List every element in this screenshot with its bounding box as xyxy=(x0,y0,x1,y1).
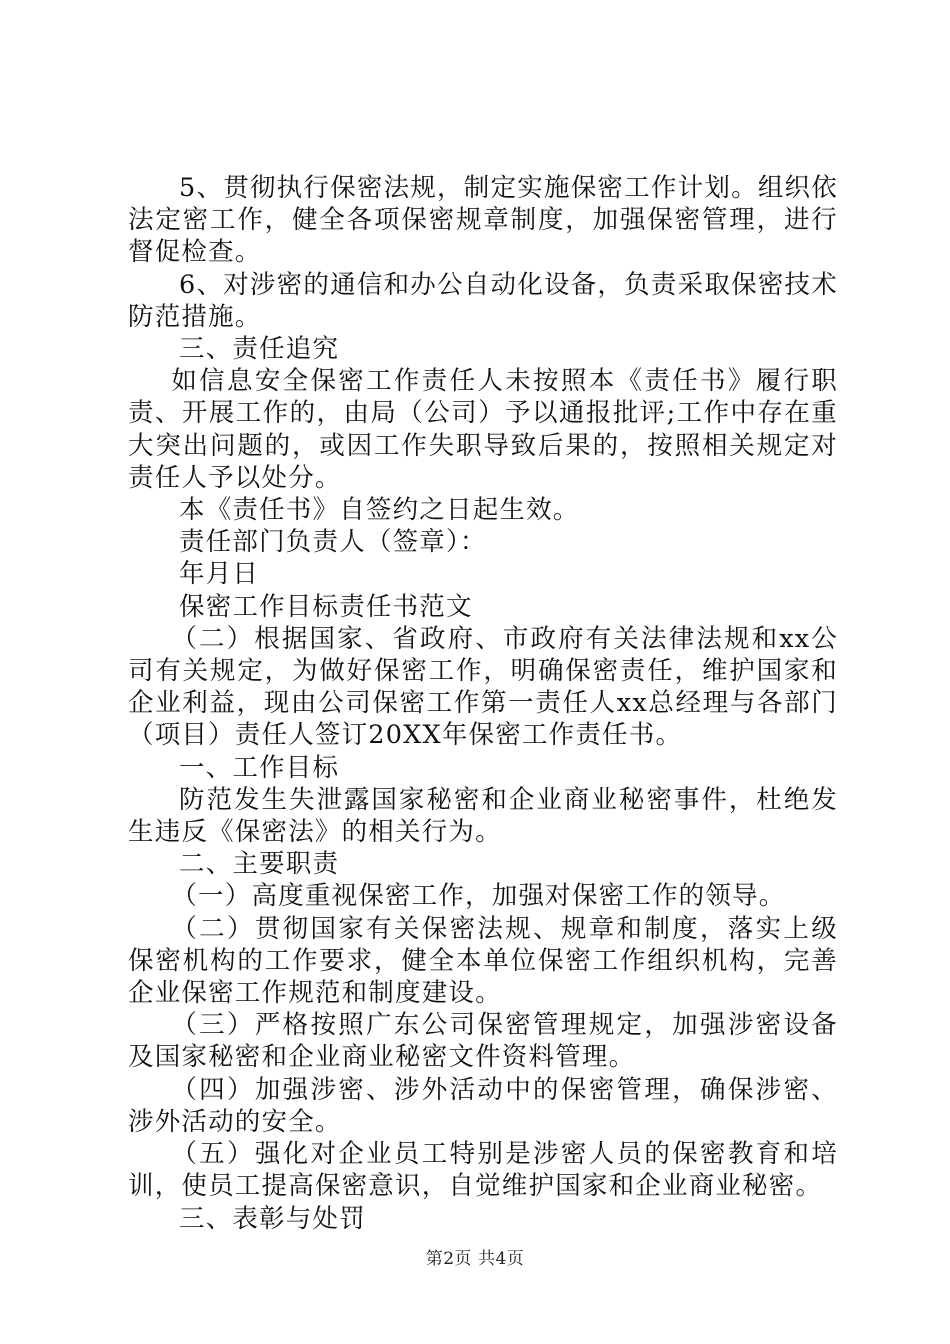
paragraph-accountability: 如信息安全保密工作责任人未按照本《责任书》履行职责、开展工作的，由局（公司）予以通报批评;工作中存在重大突出问题的，或因工作失职导致后果的，按照相关规定对责任人予以处分。 xyxy=(128,366,838,493)
duty-item-1: （一）高度重视保密工作，加强对保密工作的领导。 xyxy=(171,881,786,912)
signature-line: 责任部门负责人（签章）： xyxy=(179,527,487,558)
duty-item-3: （三）严格按照广东公司保密管理规定，加强涉密设备及国家秘密和企业商业秘密文件资料管理。 xyxy=(128,1010,838,1073)
date-line: 年月日 xyxy=(179,559,260,590)
duty-item-4: （四）加强涉密、涉外活动中的保密管理，确保涉密、涉外活动的安全。 xyxy=(128,1074,838,1137)
paragraph-effective-date: 本《责任书》自签约之日起生效。 xyxy=(179,495,580,526)
page-footer xyxy=(0,1244,950,1269)
document-subtitle: 保密工作目标责任书范文 xyxy=(179,591,473,622)
duty-item-5: （五）强化对企业员工特别是涉密人员的保密教育和培训，使员工提高保密意识，自觉维护国家和企业商业秘密。 xyxy=(128,1139,838,1202)
section-heading-rewards: 三、表彰与处罚 xyxy=(179,1203,366,1234)
paragraph-preamble: （二）根据国家、省政府、市政府有关法律法规和xx公司有关规定，为做好保密工作，明确保密责任，维护国家和企业利益，现由公司保密工作第一责任人xx总经理与各部门（项目）责任人签订20XX年保密工作责任书。 xyxy=(128,623,838,751)
paragraph-item-5: 5、贯彻执行保密法规，制定实施保密工作计划。组织依法定密工作，健全各项保密规章制度，加强保密管理，进行督促检查。 xyxy=(128,173,838,268)
duty-item-2: （二）贯彻国家有关保密法规、规章和制度，落实上级保密机构的工作要求，健全本单位保密工作组织机构，完善企业保密工作规范和制度建设。 xyxy=(128,913,838,1009)
section-heading-accountability: 三、责任追究 xyxy=(179,334,340,365)
page-number: 第2页 共4页 xyxy=(425,1249,525,1269)
document-body xyxy=(128,172,838,1235)
paragraph-goals: 防范发生失泄露国家秘密和企业商业秘密事件，杜绝发生违反《保密法》的相关行为。 xyxy=(128,784,838,848)
section-heading-duties: 二、主要职责 xyxy=(179,849,340,880)
section-heading-goals: 一、工作目标 xyxy=(179,752,340,783)
paragraph-item-6: 6、对涉密的通信和办公自动化设备，负责采取保密技术防范措施。 xyxy=(128,269,838,332)
